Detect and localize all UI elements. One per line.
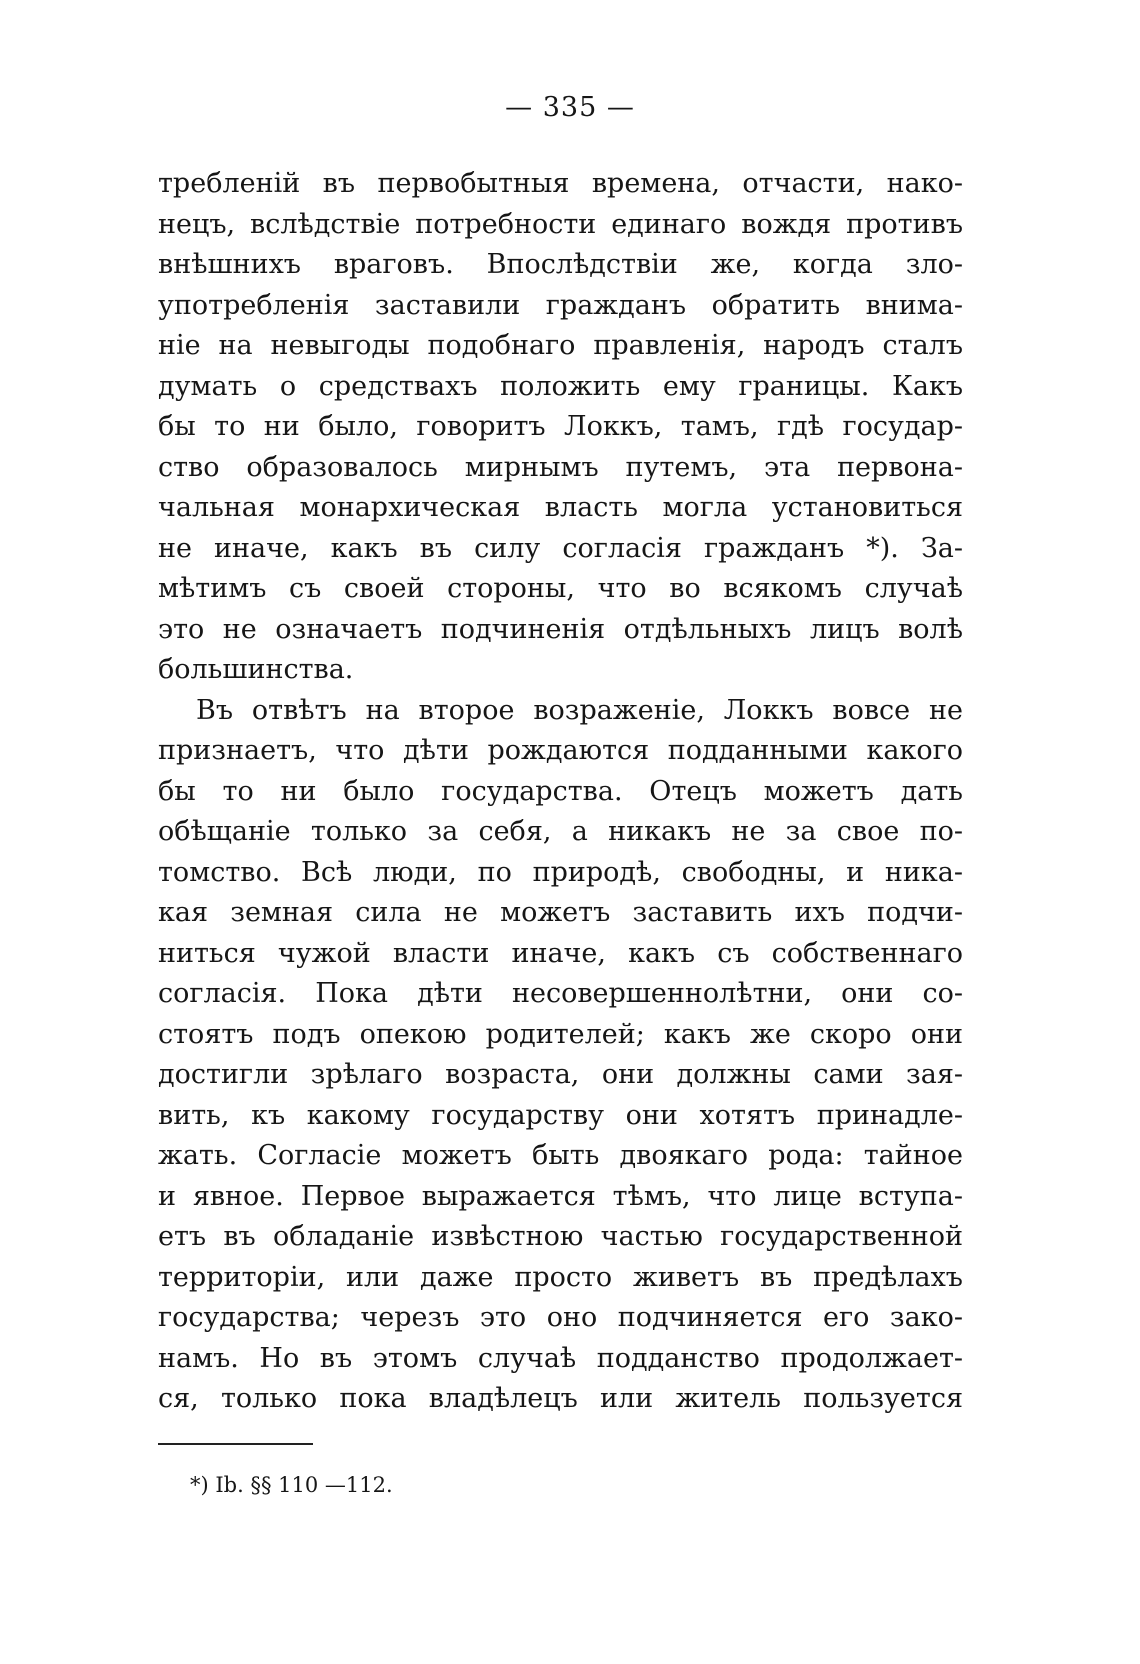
text-line: жать. Согласіе можетъ быть двоякаго рода: тайное	[158, 1140, 963, 1171]
text-line: согласія. Пока дѣти несовершеннолѣтни, они со-	[158, 978, 963, 1009]
text-line: обѣщаніе только за себя, а никакъ не за свое по-	[158, 816, 963, 847]
text-line: признаетъ, что дѣти рождаются подданными какого	[158, 735, 963, 766]
text-line: Въ отвѣтъ на второе возраженіе, Локкъ вовсе не	[196, 694, 963, 726]
footnote: *) Ib. §§ 110 —112.	[190, 1473, 393, 1497]
text-line: кая земная сила не можетъ заставить ихъ подчи-	[158, 897, 963, 928]
footnote-divider	[158, 1443, 313, 1445]
text-line: внѣшнихъ враговъ. Впослѣдствіи же, когда зло-	[158, 249, 963, 280]
text-line: достигли зрѣлаго возраста, они должны сами зая-	[158, 1059, 963, 1090]
text-line: это не означаетъ подчиненія отдѣльныхъ лицъ волѣ	[158, 613, 963, 645]
text-line: намъ. Но въ этомъ случаѣ подданство продолжает-	[158, 1342, 963, 1374]
text-line: ся, только пока владѣлецъ или житель пользуется	[158, 1383, 963, 1414]
paragraph	[158, 164, 963, 691]
text-line: не иначе, какъ въ силу согласія гражданъ *). За-	[158, 532, 963, 564]
text-line: ниться чужой власти иначе, какъ съ собственнаго	[158, 937, 963, 969]
text-line: думать о средствахъ положить ему границы. Какъ	[158, 370, 963, 402]
page-number: — 335 —	[505, 92, 635, 123]
body-text	[158, 164, 963, 1420]
text-line: нецъ, вслѣдствіе потребности единаго вождя противъ	[158, 208, 963, 240]
text-line: бы то ни было государства. Отецъ можетъ дать	[158, 775, 963, 807]
text-line: стоятъ подъ опекою родителей; какъ же скоро они	[158, 1018, 963, 1050]
paragraph	[158, 691, 963, 1420]
text-line: ніе на невыгоды подобнаго правленія, народъ сталъ	[158, 330, 963, 361]
text-line: томство. Всѣ люди, по природѣ, свободны, и ника-	[158, 856, 963, 888]
text-line: территоріи, или даже просто живетъ въ предѣлахъ	[158, 1261, 963, 1293]
text-line: большинства.	[158, 654, 354, 685]
text-line: бы то ни было, говоритъ Локкъ, тамъ, гдѣ государ-	[158, 411, 963, 442]
text-line: мѣтимъ съ своей стороны, что во всякомъ случаѣ	[158, 573, 963, 604]
text-line: государства; черезъ это оно подчиняется его зако-	[158, 1302, 963, 1333]
text-line: и явное. Первое выражается тѣмъ, что лице вступа-	[158, 1180, 963, 1212]
text-line: вить, къ какому государству они хотятъ принадле-	[158, 1099, 963, 1131]
text-line: етъ въ обладаніе извѣстною частью государственной	[158, 1221, 963, 1252]
text-line: требленій въ первобытныя времена, отчасти, нако-	[158, 168, 963, 199]
text-line: ство образовалось мирнымъ путемъ, эта первона-	[158, 451, 963, 483]
text-line: чальная монархическая власть могла установиться	[158, 492, 963, 523]
text-line: употребленія заставили гражданъ обратить внима-	[158, 289, 963, 321]
